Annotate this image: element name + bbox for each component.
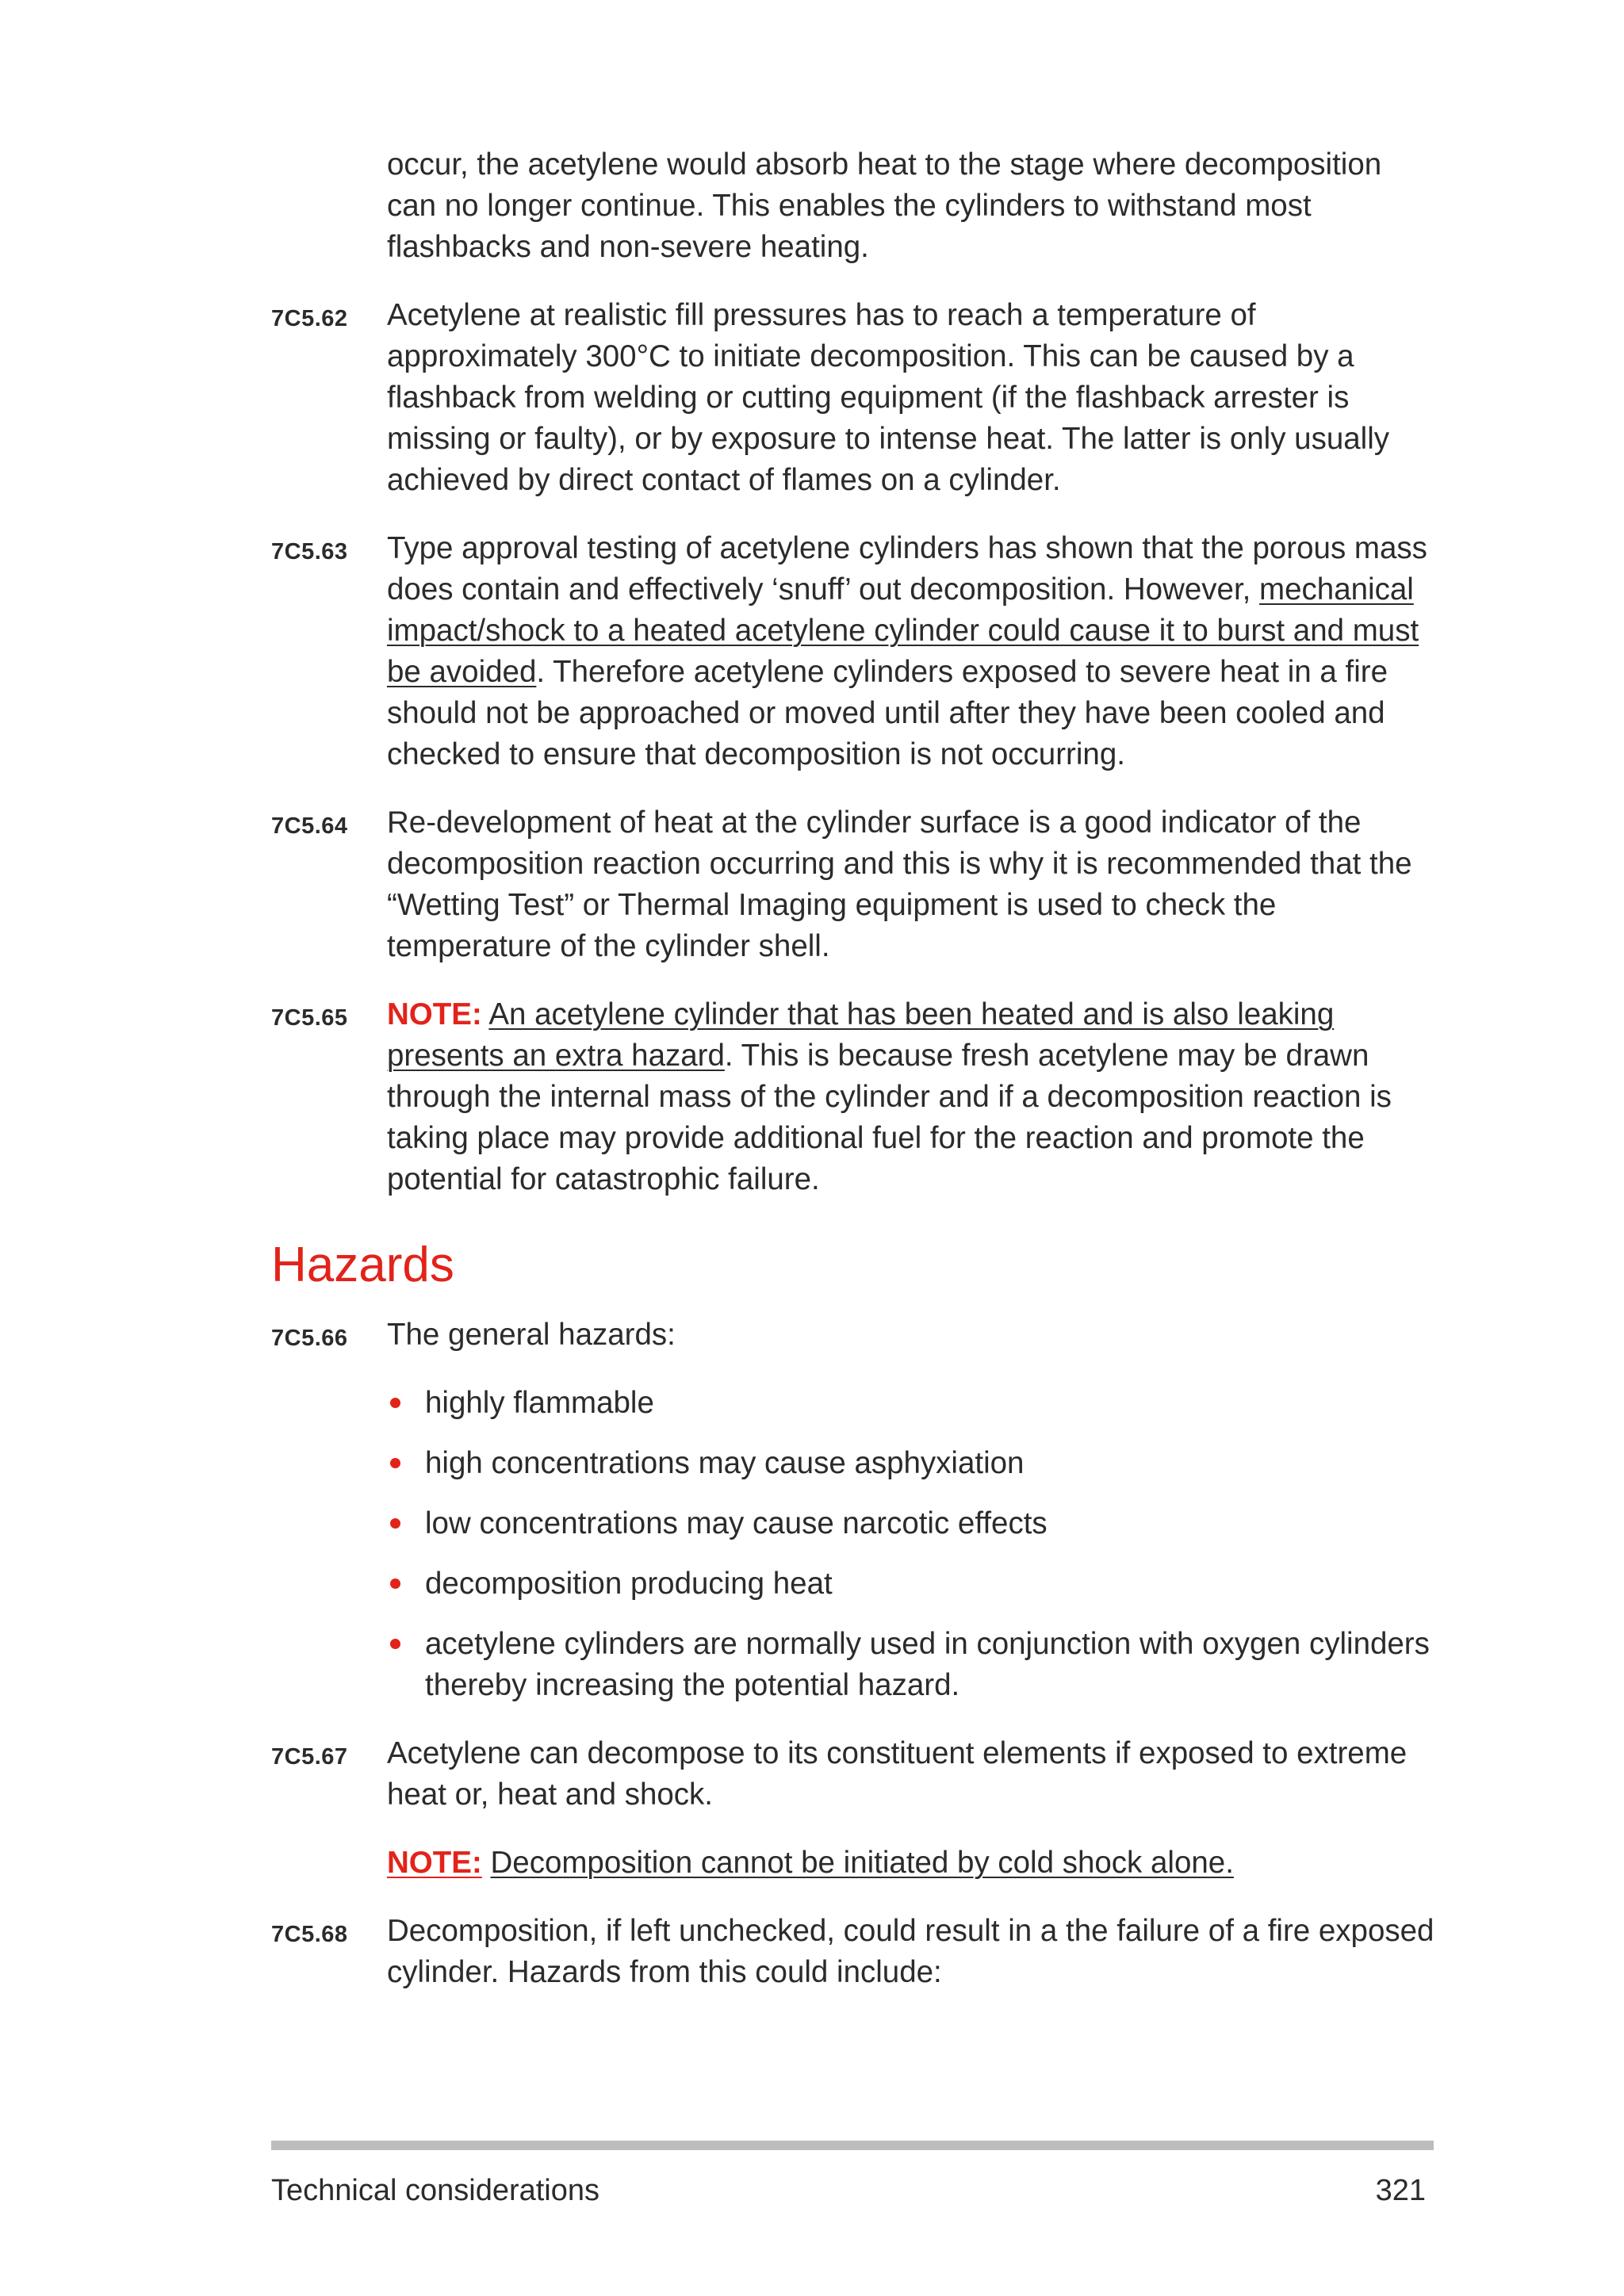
paragraph-text: Acetylene can decompose to its constituent elements if exposed to extreme heat or, heat and shock.: [387, 1736, 1408, 1812]
paragraph-number: 7C5.68: [271, 1922, 348, 1947]
bullet-icon: [390, 1639, 400, 1649]
paragraph-number: 7C5.66: [271, 1326, 348, 1351]
paragraph-text: Acetylene at realistic fill pressures has to reach a temperature of approximately 300°C to initiate decomposition. This can be caused by a flashback from welding or cutting equipment (if the flashback arrester is missing or faulty), or by exposure to intense heat. The latter is only usually achieved by direct contact of flames on a cylinder.: [387, 298, 1389, 497]
underlined-warning: An acetylene cylinder that has been heated and is also leaking presents an extra hazard: [387, 997, 1335, 1073]
paragraph-7c5-65: [271, 994, 1437, 1200]
footer-title: Technical considerations: [271, 2174, 600, 2207]
paragraph-text: . Therefore acetylene cylinders exposed to severe heat in a fire should not be approached or moved until after they have been cooled and checked to ensure that decomposition is not occurring.: [387, 655, 1388, 771]
paragraph-number: 7C5.62: [271, 306, 348, 331]
paragraph-text: The general hazards:: [387, 1318, 676, 1352]
list-item: [387, 1503, 1437, 1544]
hazards-list: [271, 1383, 1437, 1706]
list-item: [387, 1563, 1437, 1605]
paragraph-number: 7C5.64: [271, 813, 348, 839]
intro-text: occur, the acetylene would absorb heat to the stage where decomposition can no longer continue. This enables the cylinders to withstand most flashbacks and non-severe heating.: [387, 147, 1382, 264]
paragraph-7c5-62: [271, 295, 1437, 501]
paragraph-7c5-63: [271, 528, 1437, 775]
bullet-icon: [390, 1578, 400, 1589]
underlined-note-text: Decomposition cannot be initiated by cold shock alone.: [490, 1846, 1234, 1880]
list-item: [387, 1383, 1437, 1424]
list-item-text: decomposition producing heat: [425, 1567, 833, 1601]
paragraph-number: 7C5.63: [271, 539, 348, 564]
note-paragraph: [271, 1843, 1437, 1884]
section-heading-hazards: Hazards: [271, 1238, 454, 1292]
underlined-warning: mechanical impact/shock to a heated acetylene cylinder could cause it to burst and must be avoided: [387, 572, 1419, 689]
list-item: [387, 1443, 1437, 1484]
paragraph-text: Decomposition, if left unchecked, could result in a the failure of a fire exposed cylinder. Hazards from this could include:: [387, 1914, 1434, 1989]
paragraph-text: Re-development of heat at the cylinder surface is a good indicator of the decomposition reaction occurring and this is why it is recommended that the “Wetting Test” or Thermal Imaging equipment is used to check the temperature of the cylinder shell.: [387, 806, 1412, 963]
page-content: [271, 144, 1437, 2020]
intro-paragraph: [271, 144, 1437, 268]
list-item-text: low concentrations may cause narcotic effects: [425, 1506, 1048, 1540]
paragraph-text: . This is because fresh acetylene may be drawn through the internal mass of the cylinder and if a decomposition reaction is taking place may provide additional fuel for the reaction and promote the potential for catastrophic failure.: [387, 1039, 1392, 1196]
note-label: NOTE:: [387, 1846, 482, 1880]
bullet-icon: [390, 1518, 400, 1529]
bullet-icon: [390, 1458, 400, 1468]
paragraph-7c5-68: [271, 1911, 1437, 1993]
paragraph-7c5-66: [271, 1314, 1437, 1356]
paragraph-7c5-67: [271, 1733, 1437, 1816]
paragraph-number: 7C5.65: [271, 1005, 348, 1031]
bullet-icon: [390, 1398, 400, 1408]
paragraph-number: 7C5.67: [271, 1744, 348, 1770]
list-item-text: highly flammable: [425, 1386, 654, 1420]
paragraph-text: Type approval testing of acetylene cylinders has shown that the porous mass does contain and effectively ‘snuff’ out decomposition. However,: [387, 531, 1427, 607]
list-item: [387, 1624, 1437, 1706]
page-number: 321: [1375, 2174, 1426, 2207]
paragraph-7c5-64: [271, 802, 1437, 967]
list-item-text: acetylene cylinders are normally used in conjunction with oxygen cylinders thereby increasing the potential hazard.: [425, 1627, 1430, 1702]
list-item-text: high concentrations may cause asphyxiation: [425, 1446, 1025, 1480]
footer-rule: [271, 2141, 1434, 2150]
note-label: NOTE:: [387, 997, 482, 1031]
